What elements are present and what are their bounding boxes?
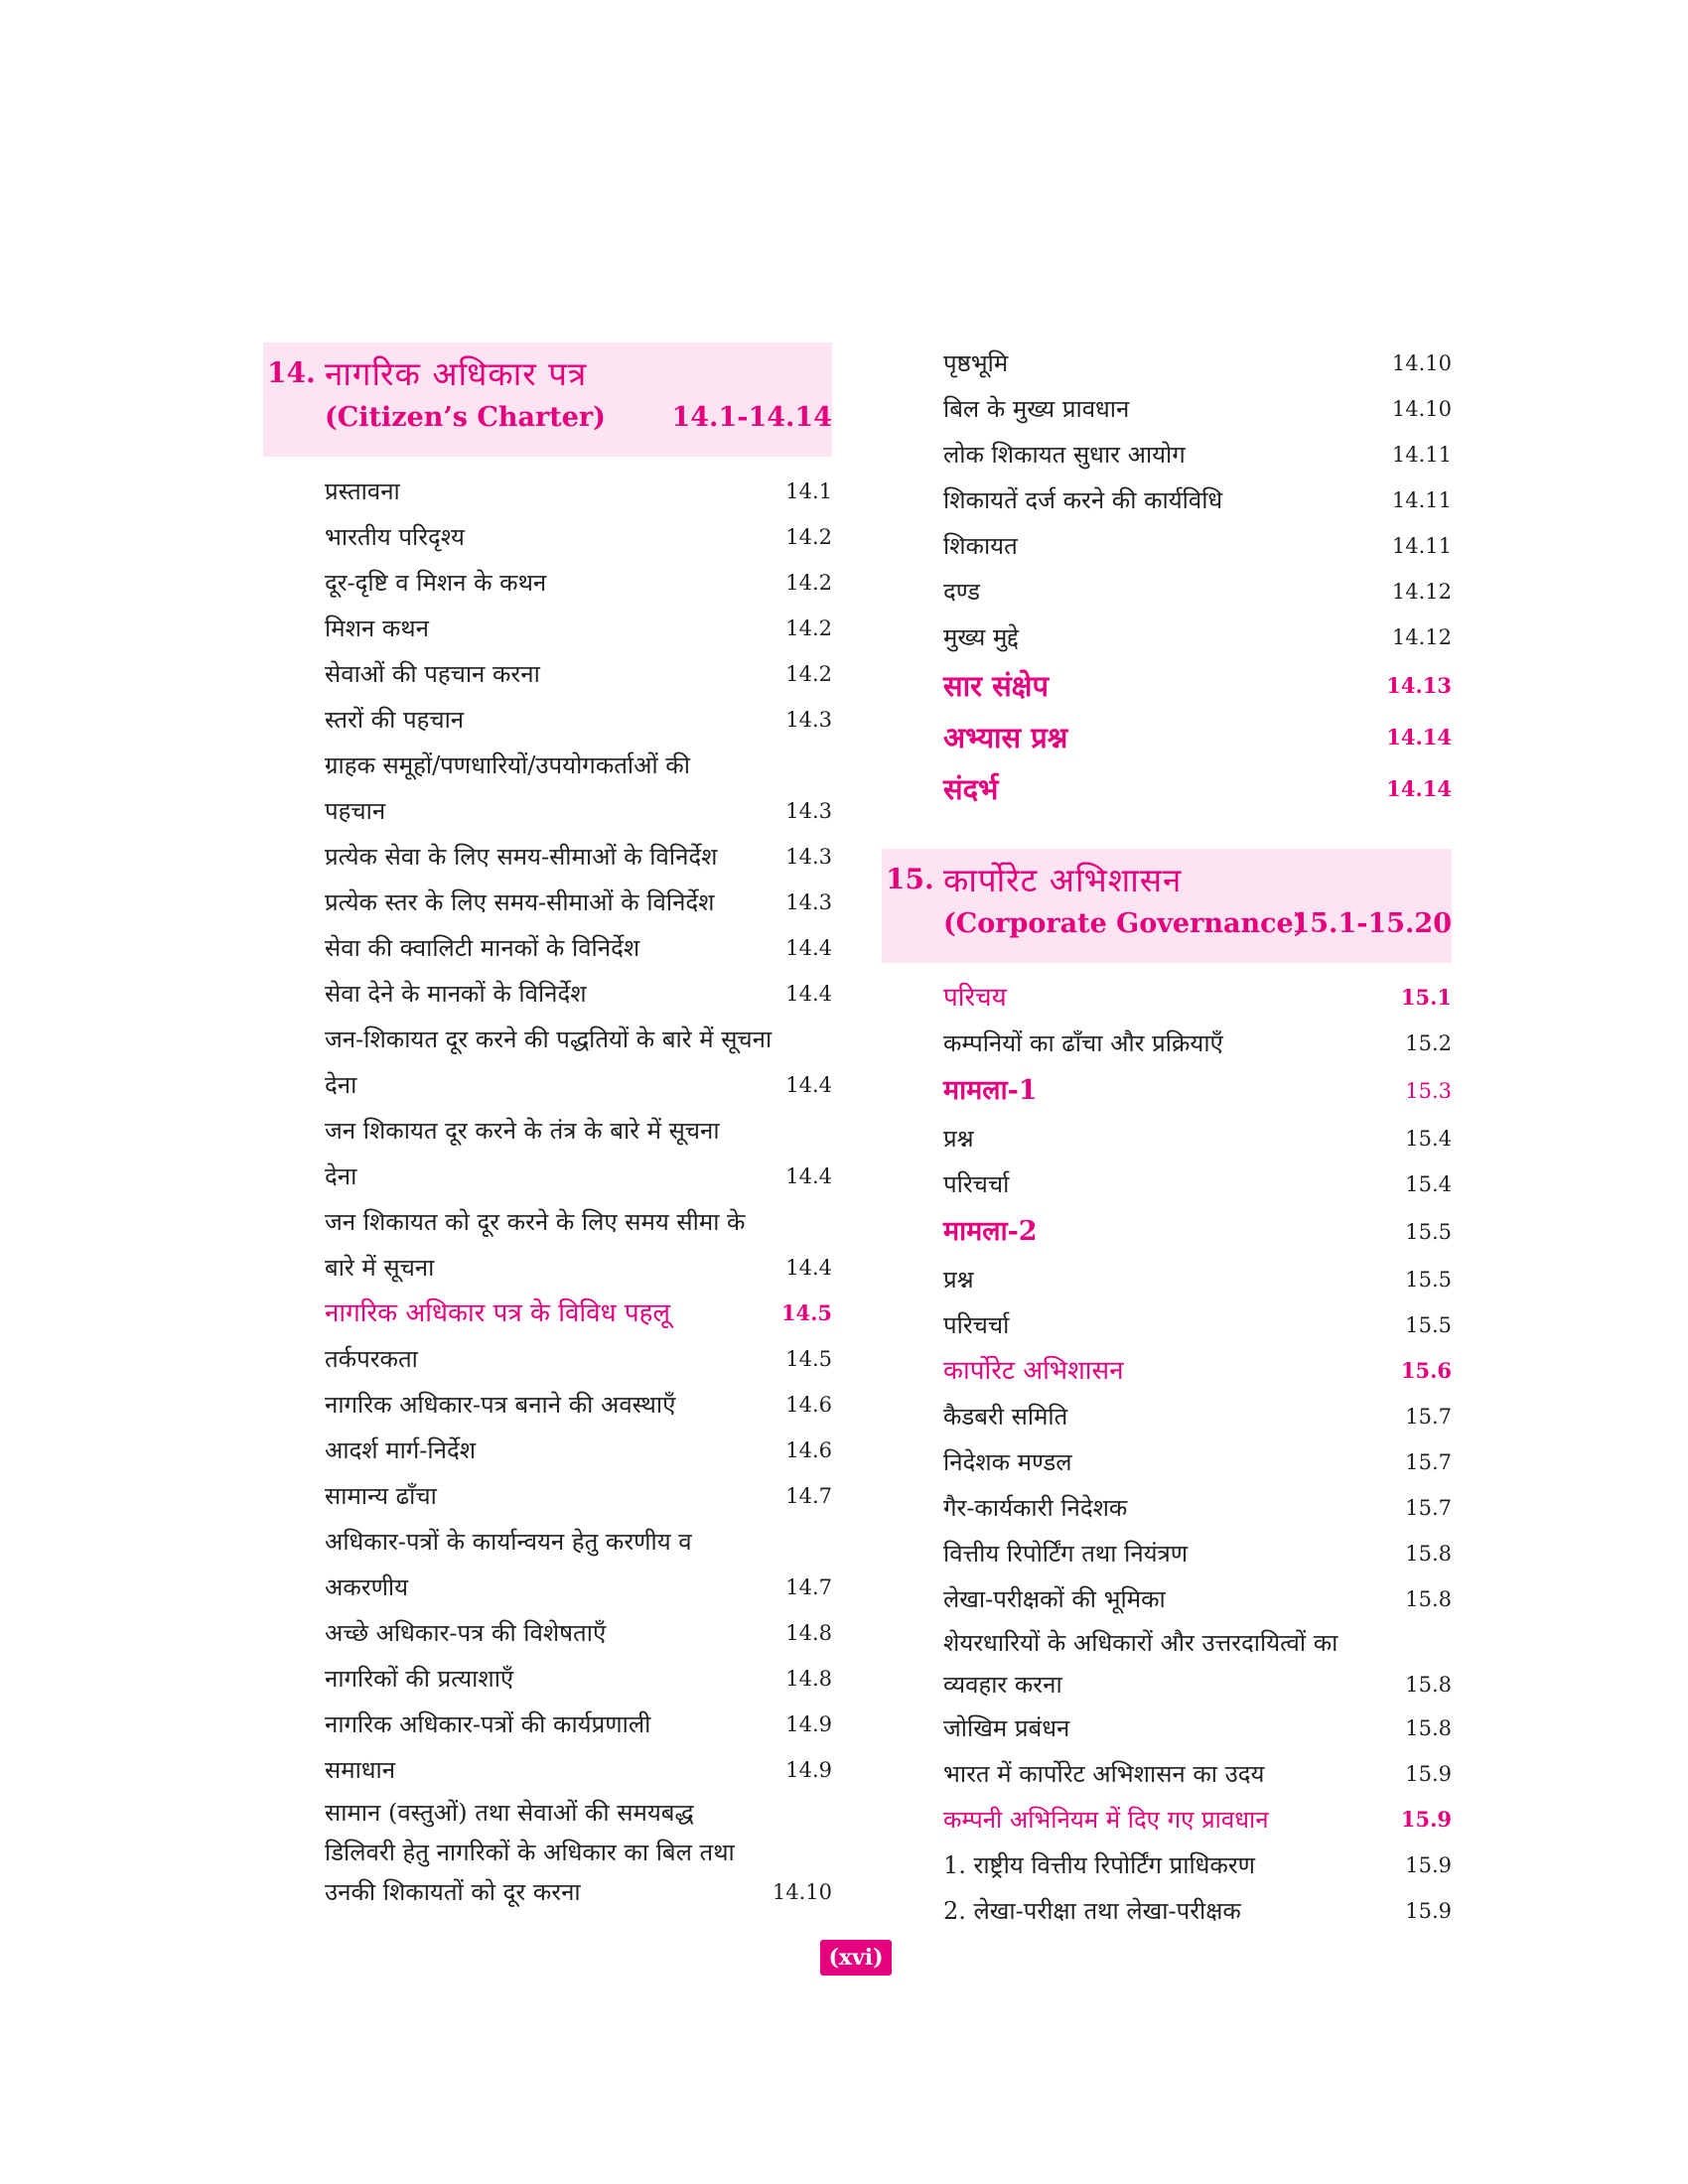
entry-page: 14.14 [1386,725,1452,750]
toc-entry [263,834,832,880]
entry-title: सेवाओं की पहचान करना [325,660,540,688]
entry-title: प्रश्न [943,1125,974,1153]
toc-entry [263,880,832,925]
chapter-page-range: 14.1-14.14 [671,402,832,433]
entry-page: 15.8 [1405,1542,1452,1566]
entry-page: 14.5 [780,1300,832,1325]
entry-title: सामान (वस्तुओं) तथा सेवाओं की समयबद्ध डिलिवरी हेतु नागरिकों के अधिकार का बिल तथा उनकी शिकायतों को दूर करना [325,1799,735,1906]
toc-entry [263,1382,832,1428]
toc-right-column [882,341,1452,1934]
toc-entry [882,1576,1452,1622]
toc-entry [882,1751,1452,1797]
entry-title: मामला-2 [943,1216,1038,1247]
entry-title: परिचय [943,983,1007,1013]
entry-title: पृष्ठभूमि [943,349,1009,377]
toc-entry [882,1843,1452,1888]
entry-title: 2. लेखा-परीक्षा तथा लेखा-परीक्षक [943,1897,1241,1925]
entry-page: 14.10 [1391,351,1452,375]
entry-title: 1. राष्ट्रीय वित्तीय रिपोर्टिंग प्राधिकरण [943,1851,1256,1879]
toc-entry [882,386,1452,432]
entry-page: 15.5 [1405,1268,1452,1292]
entry-page: 15.7 [1405,1405,1452,1429]
toc-entry [263,697,832,743]
entry-title: तर्कपरकता [325,1345,418,1373]
entry-title: मुख्य मुद्दे [943,623,1019,651]
toc-entry [263,1702,832,1747]
chapter-number: 15. [886,863,934,895]
entry-title: मामला-1 [943,1075,1038,1106]
entry-title: बिल के मुख्य प्रावधान [943,395,1130,423]
chapter-title-english: (Citizen’s Charter) [325,402,606,433]
entry-title: स्तरों की पहचान [325,706,465,734]
toc-entry [263,1610,832,1656]
entry-page: 14.7 [785,1575,832,1599]
toc-entry [263,1747,832,1793]
entry-title: जोखिम प्रबंधन [943,1714,1070,1742]
entry-title: प्रत्येक स्तर के लिए समय-सीमाओं के विनिर्देश [325,888,715,916]
toc-entry [263,1108,832,1199]
toc-entry [263,469,832,514]
toc-entry [882,1485,1452,1531]
entry-page: 14.3 [785,890,832,914]
chapter-15-heading [882,849,1452,963]
entry-title: अच्छे अधिकार-पत्र की विशेषताएँ [325,1619,607,1647]
toc-entry [263,560,832,606]
entry-page: 15.3 [1405,1079,1452,1103]
entry-title: अभ्यास प्रश्न [943,721,1068,754]
entry-page: 15.8 [1405,1716,1452,1740]
entry-page: 15.8 [1405,1587,1452,1611]
entry-page: 15.7 [1405,1496,1452,1520]
toc-entry [882,1394,1452,1439]
toc-entry [882,1116,1452,1161]
entry-title: सेवा की क्वालिटी मानकों के विनिर्देश [325,934,640,962]
entry-title: कैडबरी समिति [943,1403,1068,1431]
entry-page: 15.1 [1400,985,1452,1010]
toc-entry [263,1473,832,1519]
toc-entry [882,1302,1452,1348]
toc-entry [263,1519,832,1610]
entry-title: भारत में कार्पोरेट अभिशासन का उदय [943,1760,1265,1788]
entry-page: 15.9 [1405,1762,1452,1786]
entry-page: 15.2 [1405,1031,1452,1055]
toc-entry [263,743,832,834]
entry-title: गैर-कार्यकारी निदेशक [943,1494,1128,1522]
toc-entry [263,1428,832,1473]
entry-page: 15.9 [1405,1899,1452,1923]
toc-entry [882,1706,1452,1751]
entry-page: 14.3 [785,708,832,732]
toc-section-references [882,763,1452,815]
entry-page: 15.9 [1405,1853,1452,1877]
entry-page: 14.8 [785,1667,832,1691]
entry-title: नागरिक अधिकार-पत्रों की कार्यप्रणाली [325,1710,651,1738]
toc-entry [882,1622,1452,1706]
entry-page: 14.4 [785,1164,832,1188]
entry-page: 15.4 [1405,1172,1452,1196]
entry-page: 14.4 [785,1256,832,1280]
chapter-title-hindi: कार्पोरेट अभिशासन [943,861,1183,899]
toc-entry [263,1656,832,1702]
toc-entry [882,614,1452,660]
toc-section-summary [882,660,1452,712]
entry-page: 14.14 [1386,776,1452,801]
entry-title: कम्पनियों का ढाँचा और प्रक्रियाएँ [943,1029,1223,1057]
entry-title: दूर-दृष्टि व मिशन के कथन [325,569,547,597]
chapter-page-range: 15.1-15.20 [1291,908,1452,939]
toc-entry [263,1336,832,1382]
entry-page: 14.11 [1391,534,1452,558]
entry-title: परिचर्चा [943,1170,1010,1198]
entry-title: परिचर्चा [943,1311,1010,1339]
entry-page: 14.3 [785,799,832,823]
page-number-badge: (xvi) [820,1940,892,1976]
toc-entry [882,1161,1452,1207]
entry-title: सामान्य ढाँचा [325,1482,437,1510]
entry-page: 14.10 [772,1880,832,1904]
toc-entry [263,606,832,651]
entry-page: 14.12 [1391,580,1452,604]
toc-section-heading [263,1291,832,1336]
toc-entry [882,478,1452,523]
entry-page: 14.2 [785,662,832,686]
entry-page: 14.1 [785,479,832,503]
toc-section-heading [882,1348,1452,1394]
toc-entry [882,432,1452,478]
chapter-title-english: (Corporate Governance) [943,908,1307,939]
entry-page: 15.6 [1400,1358,1452,1383]
entry-title: प्रस्तावना [325,478,400,505]
entry-page: 15.5 [1405,1313,1452,1337]
entry-title: जन शिकायत दूर करने के तंत्र के बारे में सूचना देना [325,1117,720,1190]
toc-entry [882,1257,1452,1302]
toc-case-heading [882,1066,1452,1116]
entry-page: 14.9 [785,1758,832,1782]
toc-section-heading [882,975,1452,1021]
entry-title: मिशन कथन [325,614,429,642]
chapter-title-hindi: नागरिक अधिकार पत्र [325,354,588,393]
entry-page: 15.5 [1405,1220,1452,1244]
entry-page: 14.4 [785,1073,832,1097]
entry-title: समाधान [325,1756,396,1784]
entry-page: 14.2 [785,616,832,640]
toc-entry [882,523,1452,569]
toc-entry [263,651,832,697]
entry-title: नागरिकों की प्रत्याशाएँ [325,1665,514,1693]
entry-title: भारतीय परिदृश्य [325,523,465,551]
entry-title: प्रत्येक सेवा के लिए समय-सीमाओं के विनिर्देश [325,843,718,871]
entry-page: 14.2 [785,571,832,595]
entry-page: 14.2 [785,525,832,549]
entry-title: नागरिक अधिकार पत्र के विविध पहलू [325,1298,671,1328]
chapter-14-heading [263,342,832,457]
entry-title: सार संक्षेप [943,669,1049,703]
entry-title: अधिकार-पत्रों के कार्यान्वयन हेतु करणीय व अकरणीय [325,1528,692,1601]
entry-page: 14.5 [785,1347,832,1371]
toc-section-exercises [882,712,1452,763]
entry-page: 14.7 [785,1484,832,1508]
toc-entry [882,1439,1452,1485]
entry-title: लेखा-परीक्षकों की भूमिका [943,1585,1166,1613]
toc-section-heading [882,1797,1452,1843]
toc-entry [263,925,832,971]
entry-title: लोक शिकायत सुधार आयोग [943,441,1186,469]
toc-entry [263,514,832,560]
toc-case-heading [882,1207,1452,1257]
entry-page: 15.7 [1405,1450,1452,1474]
toc-entry [882,341,1452,386]
entry-title: जन शिकायत को दूर करने के लिए समय सीमा के बारे में सूचना [325,1208,746,1282]
entry-page: 14.3 [785,845,832,869]
chapter-number: 14. [267,356,316,389]
entry-title: जन-शिकायत दूर करने की पद्धतियों के बारे में सूचना देना [325,1025,773,1099]
entry-page: 14.12 [1391,625,1452,649]
toc-entry [263,1199,832,1291]
entry-page: 14.11 [1391,443,1452,467]
entry-page: 14.6 [785,1393,832,1417]
entry-page: 15.9 [1400,1807,1452,1832]
entry-title: संदर्भ [943,772,999,806]
toc-entry [263,1017,832,1108]
toc-entry [882,569,1452,614]
entry-page: 14.13 [1386,673,1452,698]
entry-title: सेवा देने के मानकों के विनिर्देश [325,980,587,1008]
entry-title: शेयरधारियों के अधिकारों और उत्तरदायित्वों का व्यवहार करना [943,1629,1338,1699]
entry-title: वित्तीय रिपोर्टिंग तथा नियंत्रण [943,1540,1189,1568]
entry-page: 14.4 [785,936,832,960]
entry-title: कम्पनी अभिनियम में दिए गए प्रावधान [943,1806,1269,1834]
entry-page: 14.11 [1391,488,1452,512]
toc-entry [882,1888,1452,1934]
entry-title: निदेशक मण्डल [943,1448,1072,1476]
entry-title: दण्ड [943,578,980,606]
entry-page: 14.6 [785,1438,832,1462]
entry-page: 14.8 [785,1621,832,1645]
entry-title: ग्राहक समूहों/पणधारियों/उपयोगकर्ताओं की पहचान [325,751,690,825]
entry-title: प्रश्न [943,1266,974,1294]
toc-entry [263,971,832,1017]
toc-entry [882,1021,1452,1066]
entry-title: आदर्श मार्ग-निर्देश [325,1436,477,1464]
entry-page: 15.8 [1405,1673,1452,1697]
toc-entry [263,1793,832,1912]
entry-page: 14.4 [785,982,832,1006]
entry-title: नागरिक अधिकार-पत्र बनाने की अवस्थाएँ [325,1391,676,1419]
toc-entry [882,1531,1452,1576]
entry-page: 14.9 [785,1712,832,1736]
entry-page: 15.4 [1405,1127,1452,1151]
toc-left-column [263,342,832,1912]
entry-title: शिकायतें दर्ज करने की कार्यविधि [943,486,1223,514]
entry-title: कार्पोरेट अभिशासन [943,1356,1124,1386]
entry-title: शिकायत [943,532,1018,560]
entry-page: 14.10 [1391,397,1452,421]
